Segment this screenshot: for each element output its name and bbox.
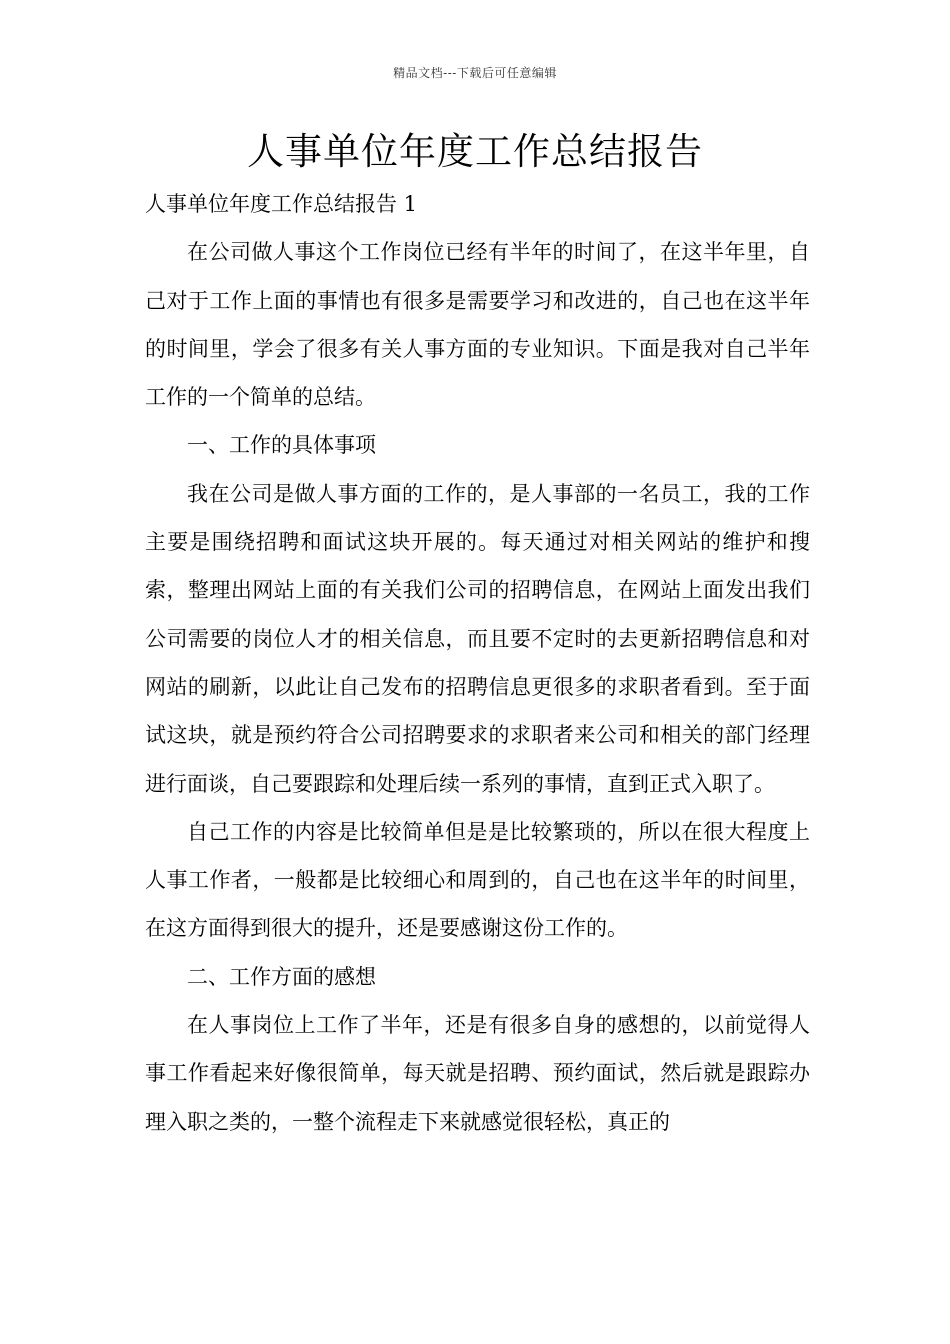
section-heading-2: 二、工作方面的感想 <box>187 964 376 989</box>
paragraph-work-content: 自己工作的内容是比较简单但是是比较繁琐的，所以在很大程度上人事工作者，一般都是比较细心和周到的，自己也在这半年的时间里，在这方面得到很大的提升，还是要感谢这份工作的。 <box>145 819 810 941</box>
paragraph-reflections: 在人事岗位上工作了半年，还是有很多自身的感想的，以前觉得人事工作看起来好像很简单，每天就是招聘、预约面试，然后就是跟踪办理入职之类的，一整个流程走下来就感觉很轻松，真正的 <box>145 1013 810 1134</box>
document-subtitle: 人事单位年度工作总结报告 1 <box>145 192 418 216</box>
document-body <box>145 180 810 1146</box>
paragraph-work-details: 我在公司是做人事方面的工作的，是人事部的一名员工，我的工作主要是围绕招聘和面试这块开展的。每天通过对相关网站的维护和搜索，整理出网站上面的有关我们公司的招聘信息，在网站上面发出我们公司需要的岗位人才的相关信息，而且要不定时的去更新招聘信息和对网站的刷新，以此让自己发布的招聘信息更很多的求职者看到。至于面试这块，就是预约符合公司招聘要求的求职者来公司和相关的部门经理进行面谈，自己要跟踪和处理后续一系列的事情，直到正式入职了。 <box>145 481 810 796</box>
header-note: 精品文档---下载后可任意编辑 <box>393 66 557 80</box>
document-title: 人事单位年度工作总结报告 <box>247 130 703 173</box>
paragraph-intro: 在公司做人事这个工作岗位已经有半年的时间了，在这半年里，自己对于工作上面的事情也有很多是需要学习和改进的，自己也在这半年的时间里，学会了很多有关人事方面的专业知识。下面是我对自己半年工作的一个简单的总结。 <box>145 240 810 410</box>
section-heading-1: 一、工作的具体事项 <box>187 433 376 458</box>
